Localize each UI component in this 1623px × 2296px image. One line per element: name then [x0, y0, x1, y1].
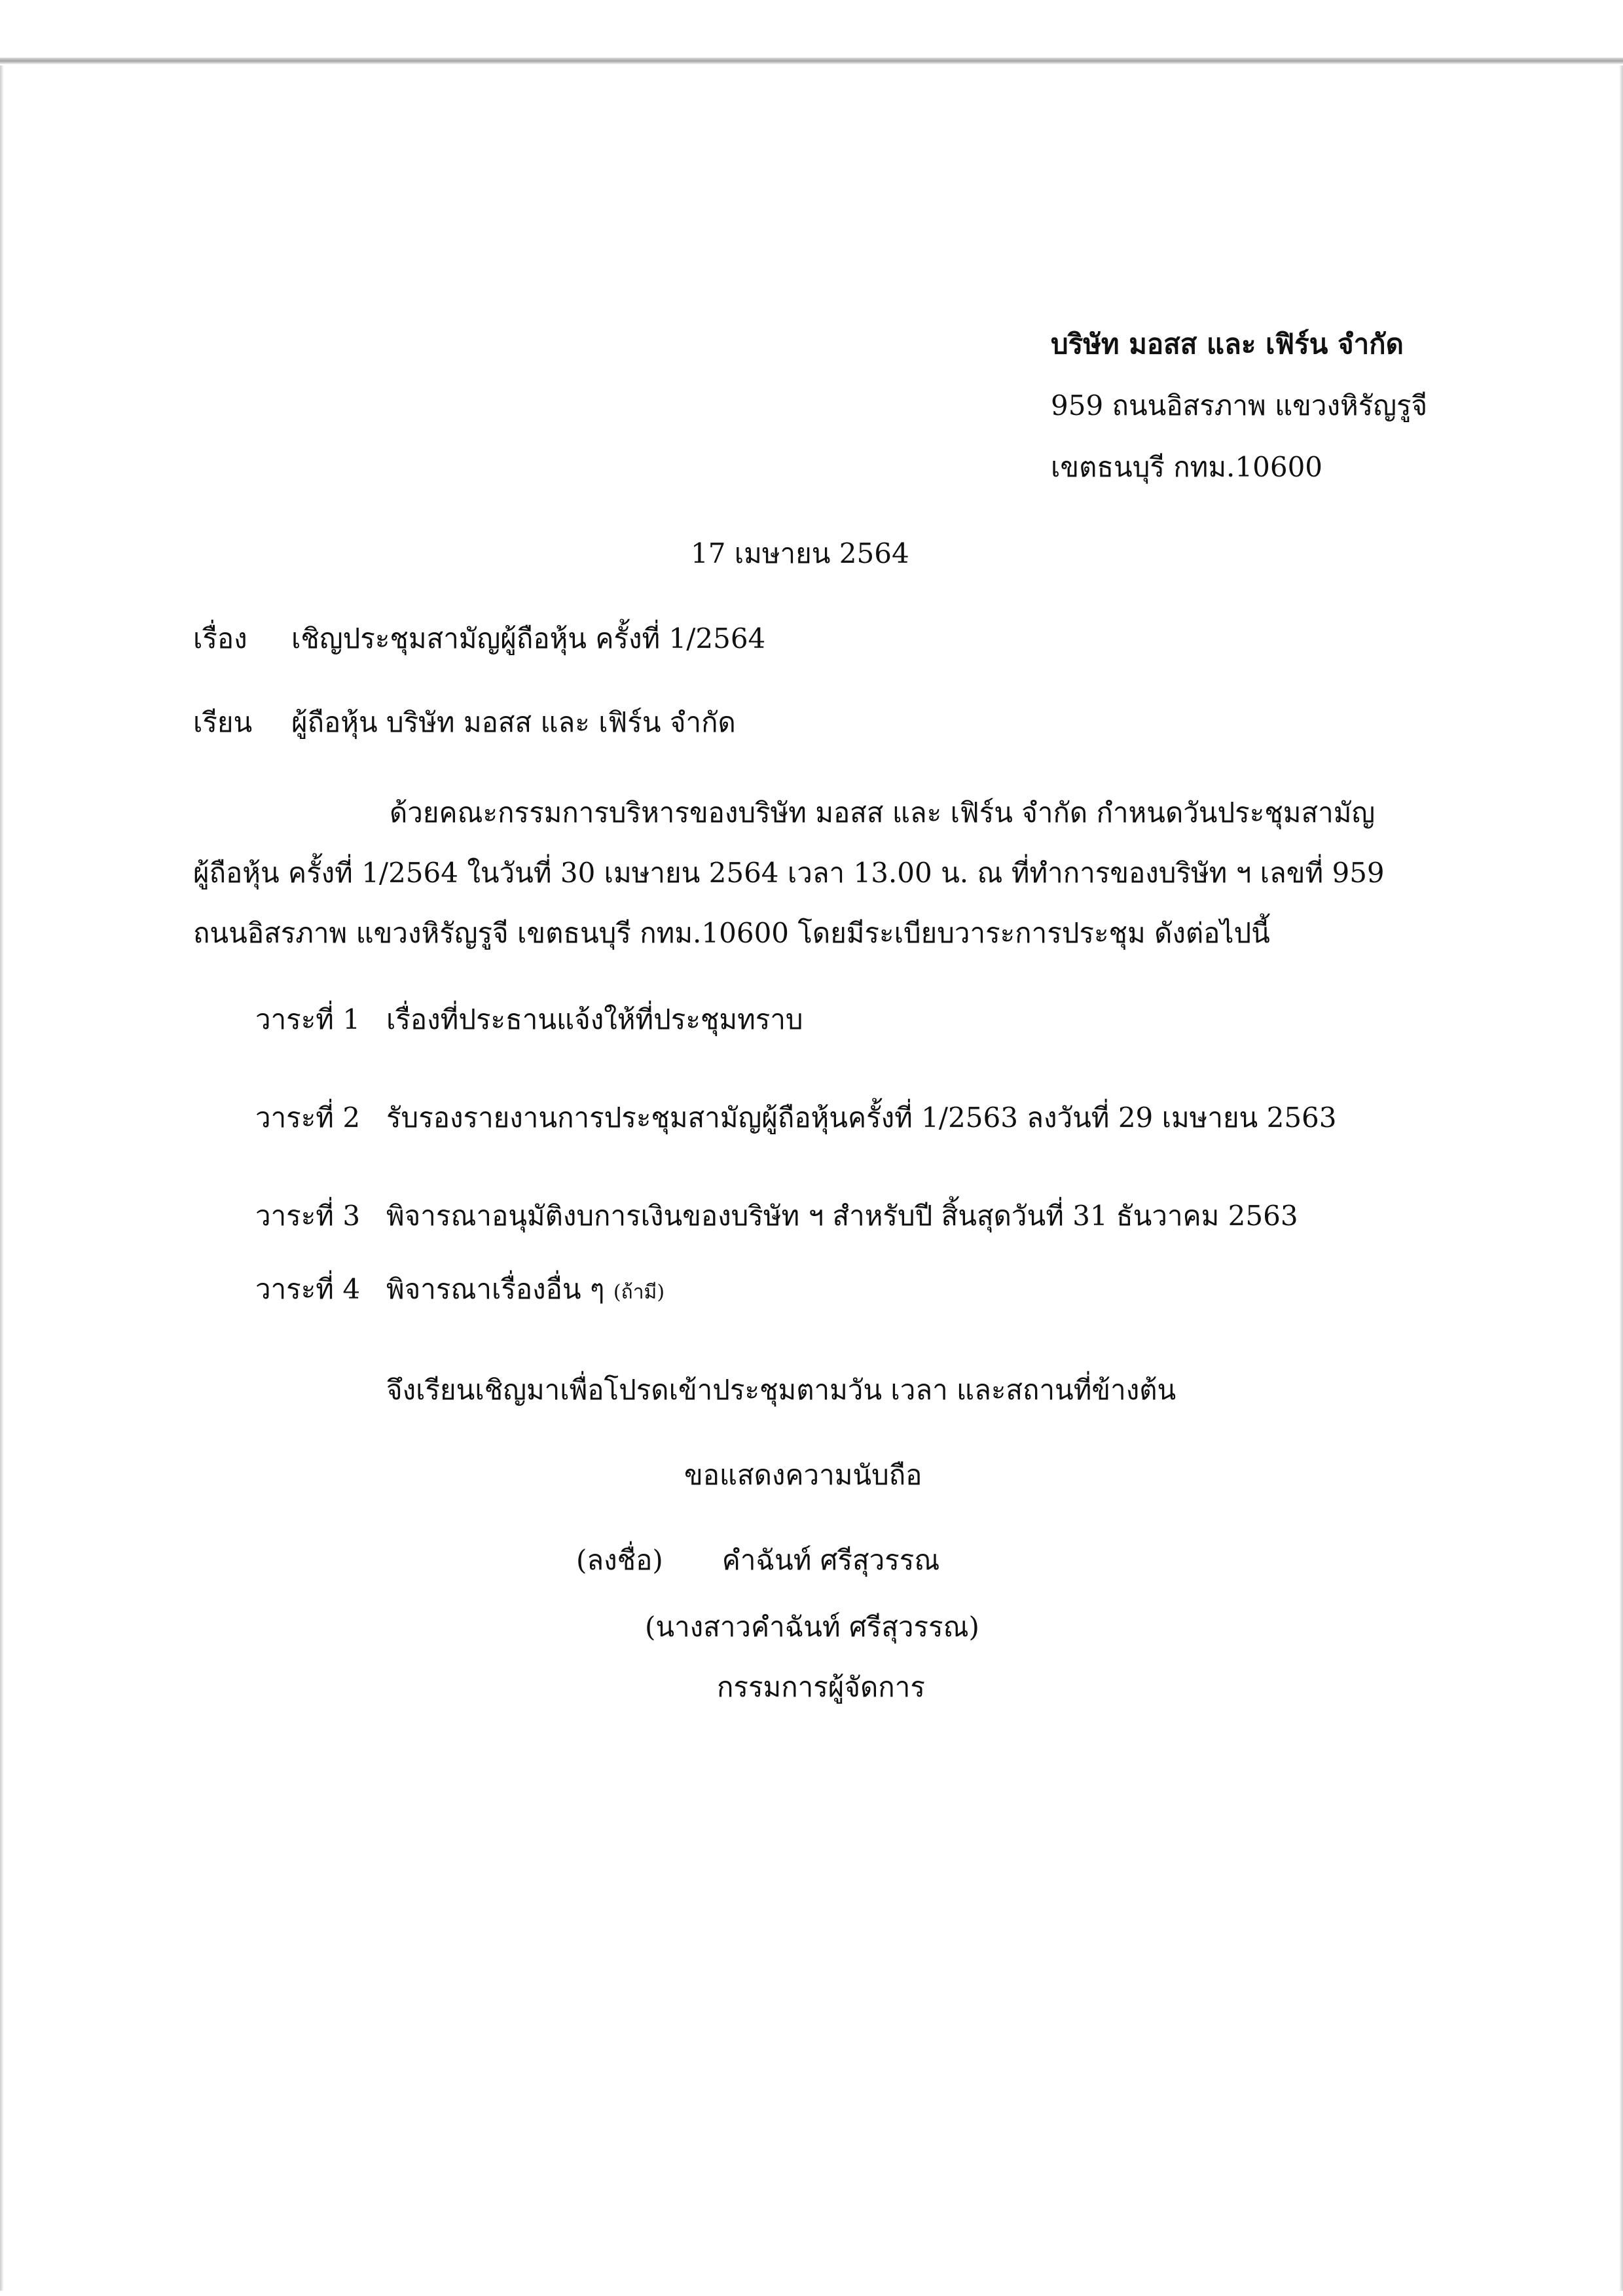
- agenda-note: (ถ้ามี): [613, 1281, 665, 1304]
- agenda-label: วาระที่ 2: [255, 1102, 361, 1134]
- letter-date: 17 เมษายน 2564: [691, 537, 909, 569]
- agenda-item: [255, 1100, 1337, 1136]
- agenda-item: [255, 1271, 665, 1311]
- recipient-line: [193, 704, 736, 741]
- scan-edge-top: [0, 58, 1623, 64]
- sender-address-line2: เขตธนบุรี กทม.10600: [1051, 451, 1323, 483]
- agenda-text: พิจารณาอนุมัติงบการเงินของบริษัท ฯ สำหรับปี สิ้นสุดวันที่ 31 ธันวาคม 2563: [386, 1200, 1298, 1232]
- closing-salutation: ขอแสดงความนับถือ: [684, 1459, 922, 1491]
- body-line-3: ถนนอิสรภาพ แขวงหิรัญรูจี เขตธนบุรี กทม.10600 โดยมีระเบียบวาระการประชุม ดังต่อไปนี้: [193, 917, 1270, 949]
- body-line-1: ด้วยคณะกรรมการบริหารของบริษัท มอสส และ เฟิร์น จำกัด กำหนดวันประชุมสามัญ: [390, 797, 1376, 829]
- signatory-position: กรรมการผู้จัดการ: [717, 1671, 925, 1703]
- recipient-text: ผู้ถือหุ้น บริษัท มอสส และ เฟิร์น จำกัด: [291, 706, 736, 738]
- agenda-item: [255, 1198, 1298, 1234]
- recipient-label: เรียน: [193, 706, 253, 738]
- signature-name: คำฉันท์ ศรีสุวรรณ: [721, 1544, 940, 1576]
- agenda-label: วาระที่ 3: [255, 1200, 361, 1232]
- sender-company: บริษัท มอสส และ เฟิร์น จำกัด: [1051, 328, 1404, 360]
- subject-label: เรื่อง: [193, 622, 247, 655]
- scan-edge-right: [1619, 65, 1623, 2291]
- agenda-item: [255, 1001, 803, 1038]
- signature-line: [576, 1542, 939, 1579]
- agenda-text: พิจารณาเรื่องอื่น ๆ: [386, 1273, 605, 1305]
- sender-address-line1: 959 ถนนอิสรภาพ แขวงหิรัญรูจี: [1051, 389, 1428, 422]
- scan-edge-left: [0, 65, 4, 2291]
- body-line-2: ผู้ถือหุ้น ครั้งที่ 1/2564 ในวันที่ 30 เมษายน 2564 เวลา 13.00 น. ณ ที่ทำการของบริษัท ฯ เลขที่ 959: [193, 857, 1385, 889]
- agenda-text: รับรองรายงานการประชุมสามัญผู้ถือหุ้นครั้งที่ 1/2563 ลงวันที่ 29 เมษายน 2563: [386, 1102, 1337, 1134]
- closing-invite: จึงเรียนเชิญมาเพื่อโปรดเข้าประชุมตามวัน เวลา และสถานที่ข้างต้น: [386, 1374, 1176, 1406]
- agenda-label: วาระที่ 4: [255, 1273, 361, 1305]
- subject-line: [193, 620, 765, 657]
- agenda-text: เรื่องที่ประธานแจ้งให้ที่ประชุมทราบ: [386, 1003, 803, 1035]
- agenda-label: วาระที่ 1: [255, 1003, 361, 1035]
- signature-label: (ลงชื่อ): [576, 1544, 663, 1576]
- subject-text: เชิญประชุมสามัญผู้ถือหุ้น ครั้งที่ 1/2564: [291, 622, 766, 655]
- signatory-full-name: (นางสาวคำฉันท์ ศรีสุวรรณ): [645, 1611, 979, 1643]
